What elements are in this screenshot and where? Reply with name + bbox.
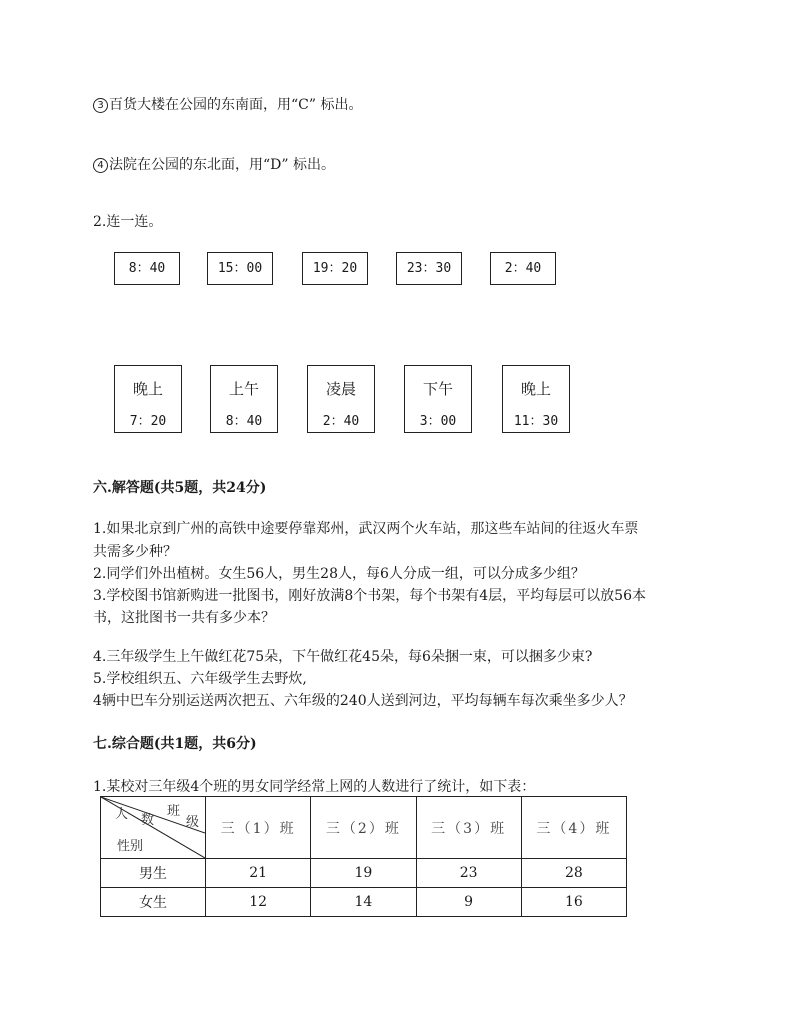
table-cell: 9 (416, 888, 521, 917)
time-box-5: 2：40 (490, 252, 556, 285)
period-box-5 (502, 365, 570, 433)
column-header: 三（2）班 (311, 797, 416, 859)
table-row (101, 888, 627, 917)
period-word: 晚上 (132, 380, 163, 398)
table-cell: 14 (311, 888, 416, 917)
corner-label-ban: 班 (167, 804, 181, 819)
table-row (101, 859, 627, 888)
circled-number-4: 4 (93, 158, 108, 173)
column-header: 三（4）班 (521, 797, 626, 859)
table-corner-cell (101, 797, 206, 859)
period-time: 7：20 (129, 414, 167, 429)
period-word: 凌晨 (325, 380, 356, 398)
table-cell: 21 (206, 859, 311, 888)
section-6-line: 1.如果北京到广州的高铁中途要停靠郑州，武汉两个火车站，那这些车站间的往返火车票 (93, 521, 639, 537)
row-label: 女生 (101, 888, 206, 917)
period-box-2 (210, 365, 278, 433)
section-6-line: 5.学校组织五、六年级学生去野炊, (93, 671, 307, 687)
period-time: 11：30 (513, 414, 559, 429)
item-3 (93, 94, 362, 114)
table-cell: 12 (206, 888, 311, 917)
corner-label-shu: 数 (141, 813, 155, 828)
section-6-line: 4.三年级学生上午做红花75朵，下午做红花45朵，每6朵捆一束，可以捆多少束? (93, 649, 593, 665)
period-box-3 (307, 365, 375, 433)
section-7-heading: 七.综合题(共1题，共6分) (93, 736, 257, 752)
time-box-3: 19：20 (302, 252, 368, 285)
corner-label-xingbie: 性别 (117, 839, 144, 854)
section-6-line: 3.学校图书馆新购进一批图书，刚好放满8个书架，每个书架有4层，平均每层可以放56本 (93, 588, 646, 604)
period-box-1 (114, 365, 182, 433)
table-cell: 23 (416, 859, 521, 888)
period-word: 上午 (228, 380, 259, 398)
circled-number-3: 3 (93, 98, 108, 113)
stats-table (100, 796, 627, 917)
column-header: 三（3）班 (416, 797, 521, 859)
time-box-2: 15：00 (207, 252, 273, 285)
table-header-row (101, 797, 627, 859)
column-header: 三（1）班 (206, 797, 311, 859)
section-7-question: 1.某校对三年级4个班的男女同学经常上网的人数进行了统计，如下表： (93, 779, 536, 795)
connect-title: 2.连一连。 (93, 214, 163, 230)
time-box-4: 23：30 (396, 252, 462, 285)
period-time: 8：40 (225, 414, 263, 429)
item-4-text: 法院在公园的东北面，用“D” 标出。 (109, 157, 335, 173)
time-box-1: 8：40 (114, 252, 180, 285)
section-6-line: 书，这批图书一共有多少本？ (93, 610, 275, 626)
period-time: 3：00 (419, 414, 457, 429)
corner-label-ji: 级 (186, 815, 200, 830)
period-time: 2：40 (322, 414, 360, 429)
period-word: 下午 (422, 380, 453, 398)
row-label: 男生 (101, 859, 206, 888)
section-6-line: 共需多少种？ (93, 544, 177, 560)
item-3-text: 百货大楼在公园的东南面，用“C” 标出。 (109, 97, 363, 113)
corner-label-ren: 人 (115, 807, 129, 822)
table-cell: 16 (521, 888, 626, 917)
table-cell: 19 (311, 859, 416, 888)
period-word: 晚上 (520, 380, 551, 398)
section-6-heading: 六.解答题(共5题，共24分) (93, 480, 267, 496)
period-box-4 (404, 365, 472, 433)
section-6-line: 2.同学们外出植树。女生56人，男生28人，每6人分成一组，可以分成多少组？ (93, 566, 585, 582)
item-4 (93, 154, 335, 174)
table-cell: 28 (521, 859, 626, 888)
section-6-line: 4辆中巴车分别运送两次把五、六年级的240人送到河边，平均每辆车每次乘坐多少人？ (93, 693, 633, 709)
